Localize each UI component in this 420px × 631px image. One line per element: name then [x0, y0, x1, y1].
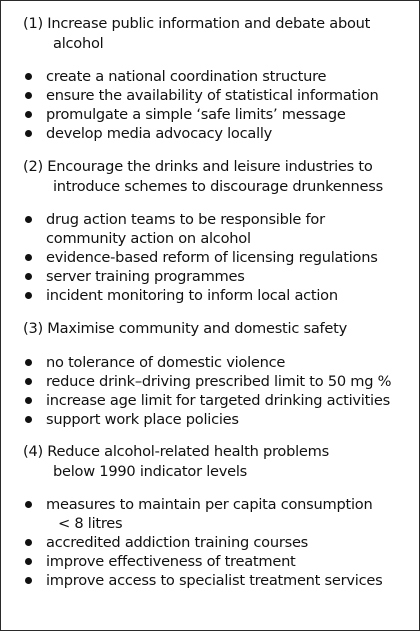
bullet-icon	[25, 92, 32, 99]
section-3-heading	[23, 319, 413, 339]
list-item	[0, 372, 420, 391]
bullet-icon	[25, 273, 32, 280]
bullet-icon	[25, 558, 32, 565]
list-item-text: create a national coordination structure	[46, 68, 327, 85]
section-3	[0, 319, 420, 428]
section-2-list	[0, 210, 420, 305]
list-item-text: develop media advocacy locally	[46, 125, 273, 142]
list-item-text: evidence-based reform of licensing regulations	[46, 249, 378, 266]
list-item-text: < 8 litres	[58, 515, 123, 532]
section-2-heading-line: introduce schemes to discourage drunkenness	[53, 178, 383, 195]
section-4	[0, 442, 420, 589]
bullet-icon	[25, 292, 32, 299]
bullet-icon	[25, 501, 32, 508]
list-item-text: promulgate a simple ‘safe limits’ message	[46, 106, 346, 123]
list-item-text: accredited addiction training courses	[46, 534, 309, 551]
list-item-text: increase age limit for targeted drinking activities	[46, 392, 390, 409]
list-item	[0, 248, 420, 267]
list-item	[0, 533, 420, 552]
bullet-icon	[25, 254, 32, 261]
list-item	[0, 286, 420, 305]
list-item-text: measures to maintain per capita consumption	[46, 496, 373, 513]
list-item	[0, 391, 420, 410]
section-4-heading	[23, 442, 413, 482]
section-2	[0, 157, 420, 304]
list-item	[0, 410, 420, 429]
list-item-text: server training programmes	[46, 268, 245, 285]
list-item	[0, 210, 420, 248]
list-item	[0, 267, 420, 286]
bullet-icon	[25, 130, 32, 137]
section-3-list	[0, 353, 420, 429]
list-item	[0, 571, 420, 590]
bullet-icon	[25, 416, 32, 423]
list-item-text: reduce drink–driving prescribed limit to 50 mg %	[46, 373, 392, 390]
list-item-text: drug action teams to be responsible for	[46, 211, 325, 228]
list-item-text: support work place policies	[46, 411, 239, 428]
bullet-icon	[25, 539, 32, 546]
section-2-heading	[23, 157, 413, 197]
section-4-heading-line: (4) Reduce alcohol-related health problems	[23, 443, 329, 460]
section-1-list	[0, 67, 420, 143]
list-item-text: no tolerance of domestic violence	[46, 354, 286, 371]
list-item-text: ensure the availability of statistical information	[46, 87, 379, 104]
bullet-icon	[25, 111, 32, 118]
bullet-icon	[25, 397, 32, 404]
section-1-heading-line: alcohol	[53, 35, 104, 52]
bullet-icon	[25, 378, 32, 385]
bullet-icon	[25, 577, 32, 584]
list-item	[0, 105, 420, 124]
section-1	[0, 14, 420, 142]
list-item-text: incident monitoring to inform local action	[46, 287, 338, 304]
section-4-list	[0, 495, 420, 590]
list-item	[0, 552, 420, 571]
list-item-text: improve access to specialist treatment services	[46, 572, 383, 589]
section-4-heading-line: below 1990 indicator levels	[53, 463, 248, 480]
list-item	[0, 124, 420, 143]
list-item	[0, 495, 420, 533]
section-2-heading-line: (2) Encourage the drinks and leisure industries to	[23, 158, 373, 175]
bullet-icon	[25, 359, 32, 366]
list-item-text: community action on alcohol	[46, 230, 251, 247]
list-item	[0, 86, 420, 105]
bullet-icon	[25, 216, 32, 223]
section-1-heading	[23, 14, 413, 54]
list-item-text: improve effectiveness of treatment	[46, 553, 296, 570]
list-item	[0, 67, 420, 86]
section-3-heading-line: (3) Maximise community and domestic safety	[23, 320, 348, 337]
bullet-icon	[25, 73, 32, 80]
section-1-heading-line: (1) Increase public information and debate about	[23, 15, 371, 32]
list-item	[0, 353, 420, 372]
